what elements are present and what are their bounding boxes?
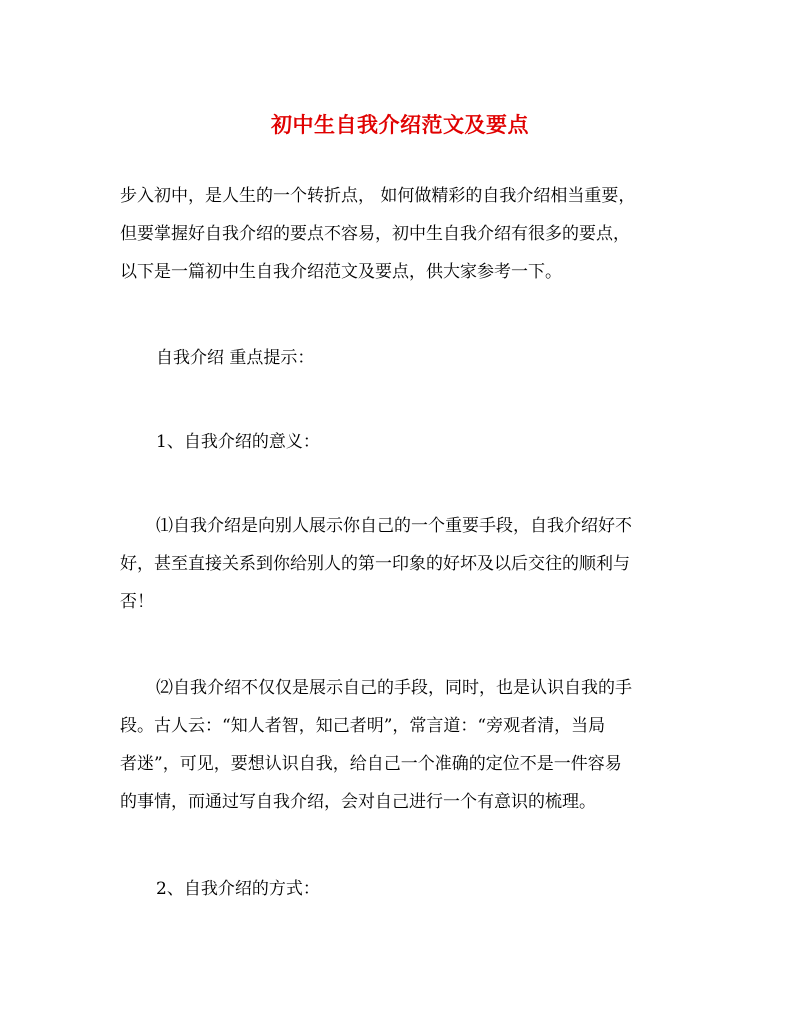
- text-line: 步入初中，是人生的一个转折点， 如何做精彩的自我介绍相当重要，: [120, 186, 636, 206]
- text-line: 段。古人云：“知人者智，知己者明”，常言道：“旁观者清，当局: [120, 716, 606, 736]
- point-paragraph-1: [120, 507, 680, 621]
- intro-paragraph: [120, 177, 680, 291]
- text-line: 但要掌握好自我介绍的要点不容易，初中生自我介绍有很多的要点，: [120, 224, 630, 244]
- text-line: ⑵自我介绍不仅仅是展示自己的手段，同时，也是认识自我的手: [156, 678, 632, 698]
- text-line: 2、自我介绍的方式：: [156, 879, 320, 899]
- section-heading-meaning: [120, 423, 716, 461]
- text-line: ⑴自我介绍是向别人展示你自己的一个重要手段，自我介绍好不: [156, 516, 632, 536]
- section-heading-method: [120, 870, 716, 908]
- text-line: 以下是一篇初中生自我介绍范文及要点，供大家参考一下。: [120, 262, 562, 282]
- text-line: 否！: [120, 592, 154, 612]
- text-line: 好，甚至直接关系到你给别人的第一印象的好坏及以后交往的顺利与: [120, 554, 630, 574]
- text-line: 1、自我介绍的意义：: [156, 432, 320, 452]
- text-line: 者迷”，可见，要想认识自我，给自己一个准确的定位不是一件容易: [120, 754, 622, 774]
- point-paragraph-2: [120, 669, 680, 821]
- document-title: 初中生自我介绍范文及要点: [271, 112, 529, 137]
- tips-heading: [120, 339, 716, 377]
- text-line: 自我介绍 重点提示：: [156, 348, 315, 368]
- text-line: 的事情，而通过写自我介绍，会对自己进行一个有意识的梳理。: [120, 792, 596, 812]
